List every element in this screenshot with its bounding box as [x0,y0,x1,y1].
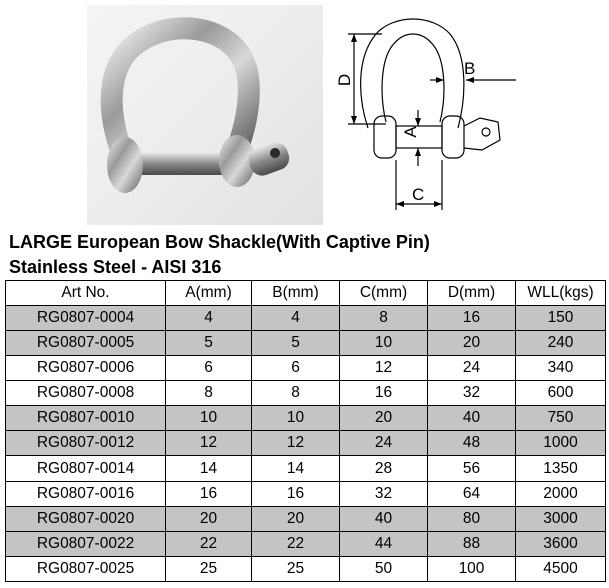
table-header-row [6,281,606,306]
cell-d: 40 [428,406,516,431]
cell-c: 40 [340,506,428,531]
shackle-photo-illustration [87,5,323,225]
cell-b: 20 [252,506,340,531]
cell-d: 100 [428,556,516,581]
cell-b: 22 [252,531,340,556]
cell-c: 24 [340,431,428,456]
cell-wll: 340 [516,356,606,381]
table-row [6,481,606,506]
product-photo [87,5,323,225]
cell-art-no: RG0807-0006 [6,356,166,381]
col-header-d: D(mm) [428,281,516,306]
cell-a: 25 [166,556,252,581]
table-row [6,456,606,481]
cell-b: 4 [252,306,340,331]
cell-d: 80 [428,506,516,531]
cell-art-no: RG0807-0012 [6,431,166,456]
cell-c: 32 [340,481,428,506]
cell-c: 20 [340,406,428,431]
col-header-b: B(mm) [252,281,340,306]
cell-d: 48 [428,431,516,456]
table-row [6,356,606,381]
right-ear [442,116,464,158]
cell-art-no: RG0807-0016 [6,481,166,506]
product-title: LARGE European Bow Shackle(With Captive Pin) [9,232,430,252]
table-row [6,306,606,331]
cell-a: 5 [166,331,252,356]
cell-d: 16 [428,306,516,331]
cell-d: 56 [428,456,516,481]
cell-d: 20 [428,331,516,356]
table-row [6,531,606,556]
cell-c: 12 [340,356,428,381]
spec-table [5,280,606,582]
col-header-wll: WLL(kgs) [516,281,606,306]
cell-art-no: RG0807-0014 [6,456,166,481]
dimension-diagram [330,10,525,215]
col-header-c: C(mm) [340,281,428,306]
dim-label-b: B [464,59,476,78]
table-row [6,506,606,531]
cell-b: 16 [252,481,340,506]
cell-wll: 150 [516,306,606,331]
left-ear [374,116,396,158]
cell-d: 64 [428,481,516,506]
cell-art-no: RG0807-0010 [6,406,166,431]
cell-c: 28 [340,456,428,481]
cell-b: 14 [252,456,340,481]
table-row [6,556,606,581]
cell-c: 50 [340,556,428,581]
cell-wll: 750 [516,406,606,431]
dim-label-c: C [412,185,425,204]
bow-outer [361,19,464,128]
cell-art-no: RG0807-0004 [6,306,166,331]
cell-d: 88 [428,531,516,556]
cell-c: 8 [340,306,428,331]
cell-b: 8 [252,381,340,406]
table-row [6,381,606,406]
cell-wll: 3600 [516,531,606,556]
cell-b: 10 [252,406,340,431]
cell-c: 44 [340,531,428,556]
cell-d: 32 [428,381,516,406]
col-header-art-no: Art No. [6,281,166,306]
cell-art-no: RG0807-0005 [6,331,166,356]
col-header-a: A(mm) [166,281,252,306]
cell-wll: 1000 [516,431,606,456]
shackle-dimension-drawing [330,10,525,215]
cell-a: 4 [166,306,252,331]
material-subtitle: Stainless Steel - AISI 316 [9,257,222,277]
cell-wll: 600 [516,381,606,406]
cell-a: 22 [166,531,252,556]
dim-label-d: D [335,73,354,87]
cell-a: 6 [166,356,252,381]
cell-b: 5 [252,331,340,356]
cell-a: 12 [166,431,252,456]
cell-a: 10 [166,406,252,431]
cell-wll: 1350 [516,456,606,481]
cell-a: 16 [166,481,252,506]
cell-art-no: RG0807-0025 [6,556,166,581]
cell-b: 6 [252,356,340,381]
cell-c: 16 [340,381,428,406]
cell-art-no: RG0807-0022 [6,531,166,556]
table-row [6,406,606,431]
cell-wll: 3000 [516,506,606,531]
cell-wll: 2000 [516,481,606,506]
bow-inner [382,34,444,122]
cell-c: 10 [340,331,428,356]
table-row [6,331,606,356]
cell-wll: 4500 [516,556,606,581]
cell-d: 24 [428,356,516,381]
dim-label-a: A [401,126,420,138]
cell-a: 8 [166,381,252,406]
cell-a: 20 [166,506,252,531]
cell-b: 12 [252,431,340,456]
cell-wll: 240 [516,331,606,356]
table-row [6,431,606,456]
cell-art-no: RG0807-0008 [6,381,166,406]
cell-b: 25 [252,556,340,581]
cell-art-no: RG0807-0020 [6,506,166,531]
cell-a: 14 [166,456,252,481]
